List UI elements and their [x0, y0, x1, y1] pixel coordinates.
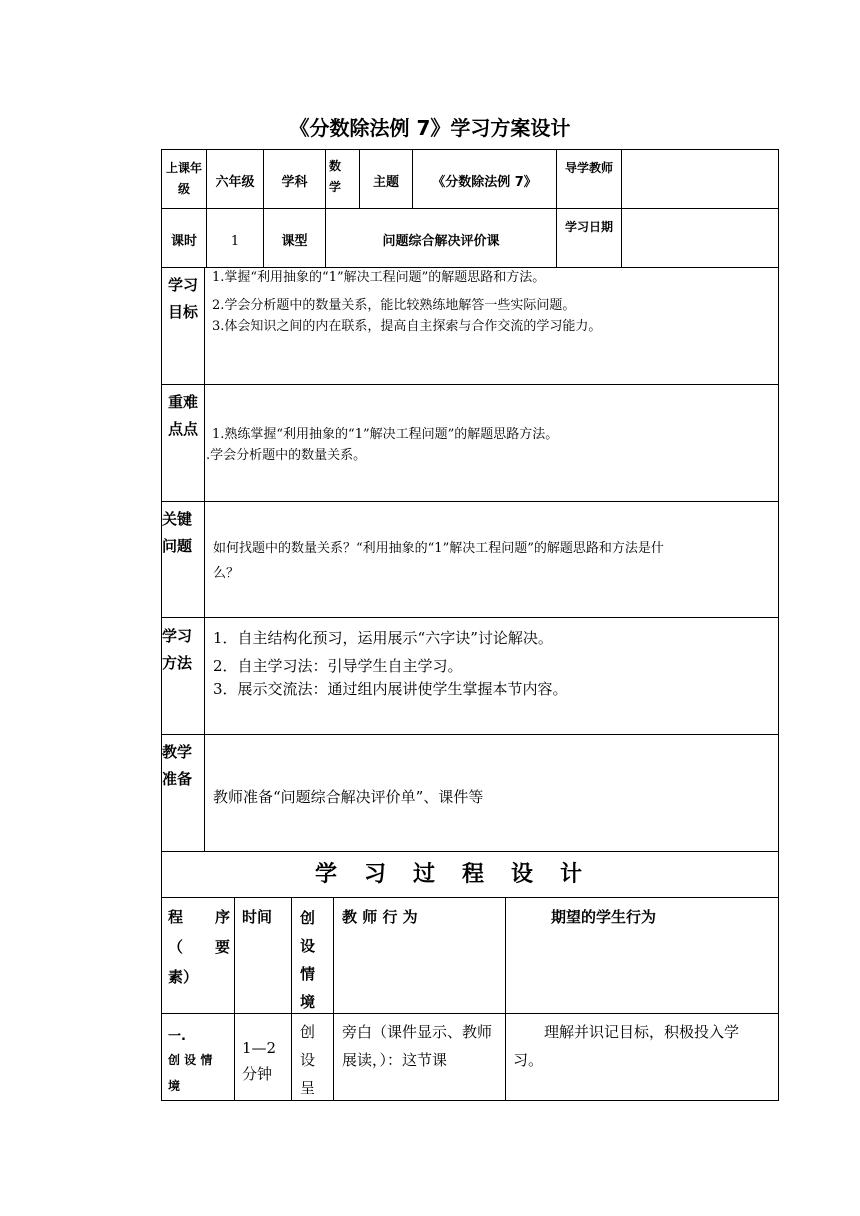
step-line-2: 创 设 情 [168, 1053, 213, 1067]
goals-label: 学习目标 [168, 276, 199, 321]
step-line-3: 境 [168, 1079, 181, 1093]
teacher-label: 导学教师 [564, 161, 613, 175]
process-teacher-value: 旁白（课件显示、教师展读，）：这节课 [342, 1023, 493, 1069]
date-label: 学习日期 [564, 220, 613, 234]
methods-label: 学习方法 [162, 627, 193, 672]
page-title: 《分数除法例 7》学习方案设计 [289, 116, 571, 140]
process-student-header: 期望的学生行为 [551, 908, 657, 926]
method-line-1: 1．自主结构化预习，运用展示“六字诀”讨论解决。 [213, 629, 553, 647]
keypoint-line-1: 1.熟练掌握“利用抽象的“1”解决工程问题”的解题思路方法。 [212, 427, 559, 442]
type-label: 课型 [281, 234, 308, 249]
process-student-line-1: 理解并识记目标，积极投入学 [544, 1023, 740, 1041]
goal-line-1: 1.掌握“利用抽象的“1”解决工程问题”的解题思路和方法。 [212, 270, 546, 285]
topic-value: 《分数除法例 7》 [432, 175, 537, 190]
prep-label: 教学准备 [162, 743, 193, 788]
process-teacher-header: 教 师 行 为 [342, 908, 418, 926]
step-line-1: 一. [168, 1029, 186, 1044]
process-create-header: 创设情境 [300, 909, 316, 1011]
process-student-line-2: 习。 [513, 1051, 544, 1069]
prep-text: 教师准备“问题综合解决评价单”、课件等 [213, 788, 484, 806]
goal-line-3: 3.体会知识之间的内在联系，提高自主探索与合作交流的学习能力。 [212, 319, 602, 334]
process-create-value: 创设呈 [300, 1023, 316, 1097]
key-question-line-1: 如何找题中的数量关系？“利用抽象的“1”解决工程问题”的解题思路和方法是什 [213, 541, 664, 556]
process-time-header: 时间 [242, 908, 273, 926]
period-value: 1 [230, 234, 240, 249]
process-time-value: 1—2分钟 [242, 1039, 277, 1083]
method-line-3: 3．展示交流法：通过组内展讲使学生掌握本节内容。 [213, 680, 568, 698]
subject-label: 学科 [281, 175, 308, 190]
keypoint-line-2: .学会分析题中的数量关系。 [206, 448, 367, 463]
subject-value: 数学 [329, 159, 342, 194]
process-steps-header: 程 序（ 要素） [168, 908, 230, 986]
key-question-line-2: 么？ [213, 566, 240, 581]
key-question-label: 关键问题 [162, 510, 193, 555]
method-line-2: 2．自主学习法：引导学生自主学习。 [213, 657, 463, 675]
grade-label: 上课年级 [165, 161, 202, 196]
topic-label: 主题 [372, 175, 399, 190]
period-label: 课时 [170, 234, 197, 249]
keypoints-label: 重难点点 [168, 393, 199, 438]
grade-value: 六年级 [215, 175, 255, 190]
type-value: 问题综合解决评价课 [382, 234, 500, 249]
goal-line-2: 2.学会分析题中的数量关系，能比较熟练地解答一些实际问题。 [212, 298, 576, 313]
process-title: 学习过程设计 [315, 862, 610, 887]
